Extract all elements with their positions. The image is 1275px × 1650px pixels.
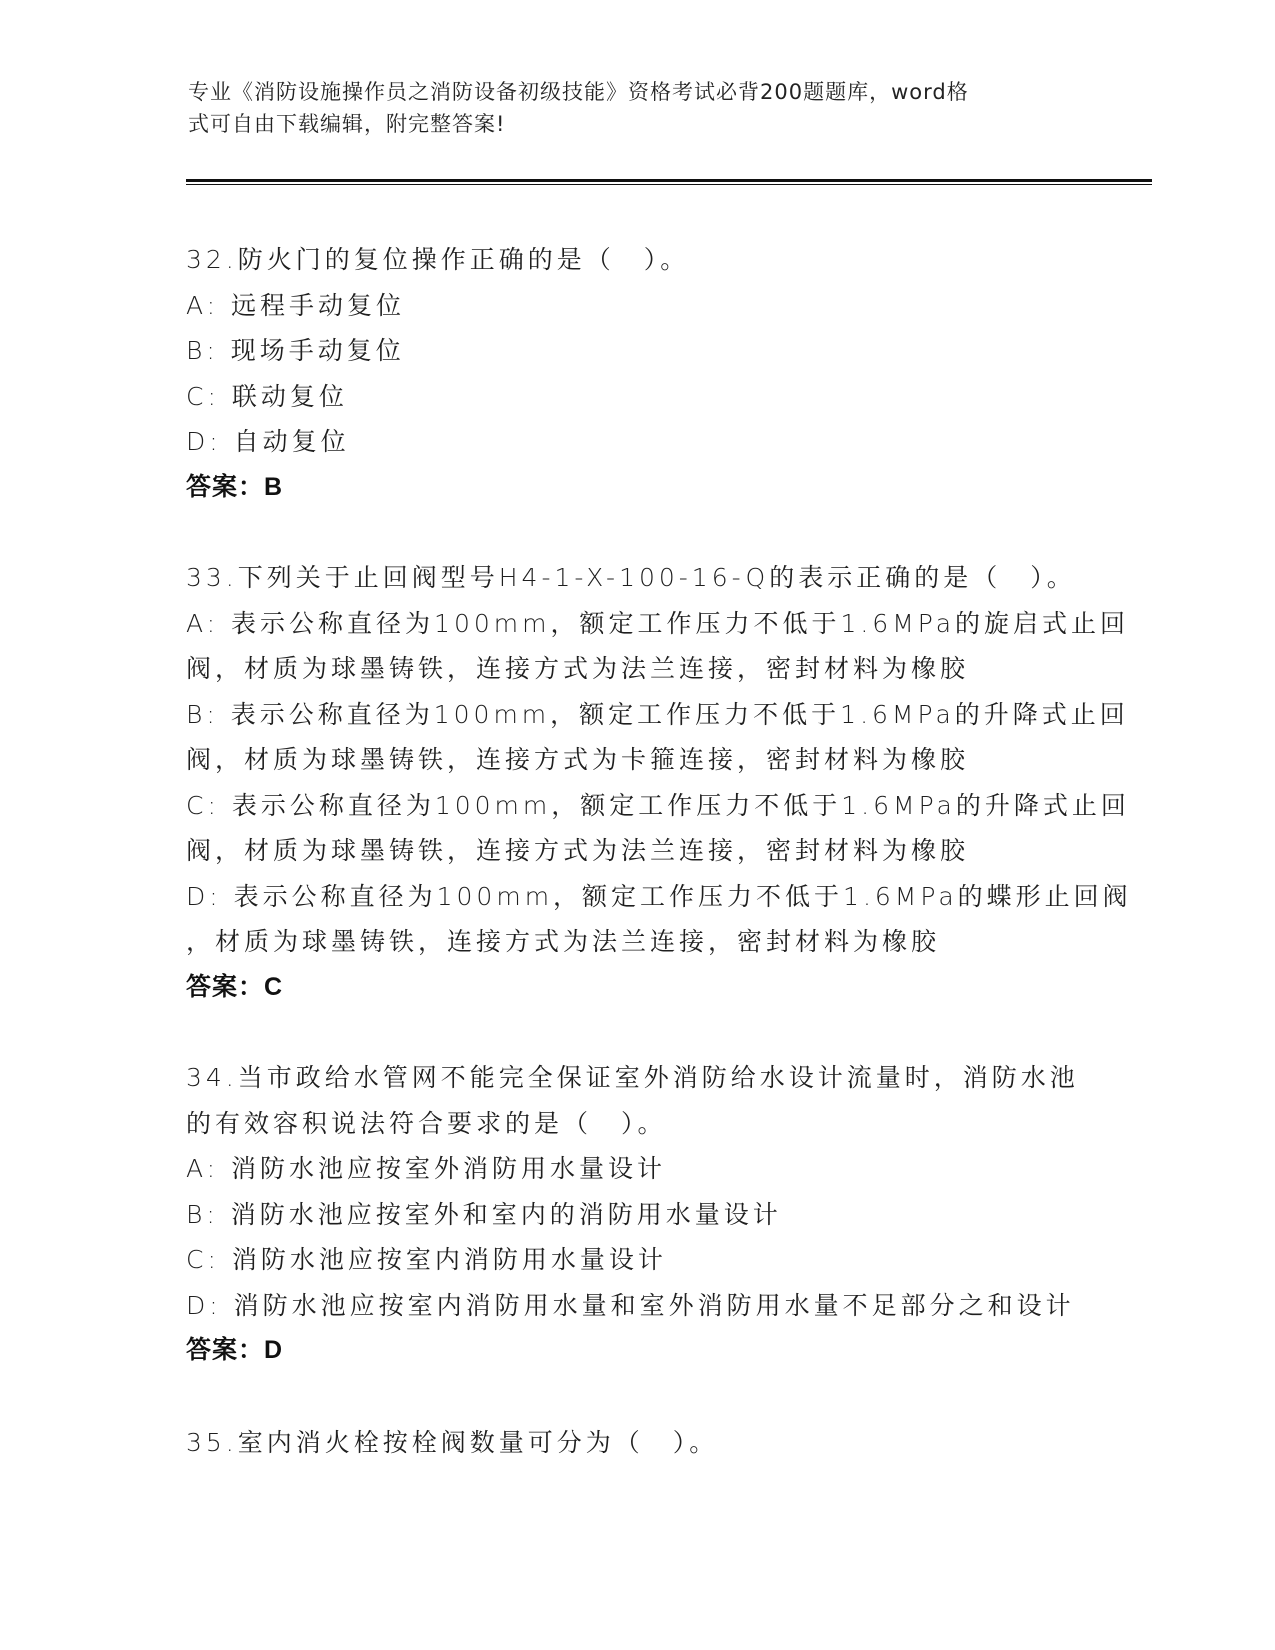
option-c: C: 消防水池应按室内消防用水量设计 [186, 1245, 667, 1274]
option-c: C: 联动复位 [186, 381, 348, 411]
option-a-line-2: 阀，材质为球墨铸铁，连接方式为法兰连接，密封材料为橡胶 [186, 654, 970, 683]
question-34 [186, 1055, 1086, 1374]
header-line-2: 式可自由下载编辑，附完整答案! [188, 112, 506, 136]
answer: 答案：C [186, 972, 284, 1001]
question-stem-line-2: 的有效容积说法符合要求的是（ ）。 [186, 1108, 667, 1138]
option-b-line-2: 阀，材质为球墨铸铁，连接方式为卡箍连接，密封材料为橡胶 [186, 745, 970, 774]
question-stem: 35.室内消火栓按栓阀数量可分为（ ）。 [186, 1428, 719, 1457]
question-stem: 33.下列关于止回阀型号H4-1-X-100-16-Q的表示正确的是（ ）。 [186, 563, 1076, 592]
option-d: D: 消防水池应按室内消防用水量和室外消防用水量不足部分之和设计 [186, 1290, 1075, 1320]
option-d: D: 自动复位 [186, 427, 350, 456]
header-line-1: 专业《消防设施操作员之消防设备初级技能》资格考试必背200题题库，word格 [188, 80, 969, 104]
option-c-line-2: 阀，材质为球墨铸铁，连接方式为法兰连接，密封材料为橡胶 [186, 836, 970, 865]
question-stem-line-1: 34.当市政给水管网不能完全保证室外消防给水设计流量时，消防水池 [186, 1063, 1079, 1092]
document-header [188, 76, 1068, 140]
option-b-line-1: B: 表示公称直径为100mm，额定工作压力不低于1.6MPa的升降式止回 [186, 699, 1129, 729]
option-a: A: 消防水池应按室外消防用水量设计 [186, 1154, 667, 1183]
question-33 [186, 555, 1132, 1010]
option-b: B: 消防水池应按室外和室内的消防用水量设计 [186, 1199, 782, 1229]
option-d-line-1: D: 表示公称直径为100mm，额定工作压力不低于1.6MPa的蝶形止回阀 [186, 881, 1132, 911]
question-35 [186, 1420, 1086, 1466]
option-d-line-2: ，材质为球墨铸铁，连接方式为法兰连接，密封材料为橡胶 [186, 927, 941, 956]
option-a: A: 远程手动复位 [186, 290, 406, 320]
answer: 答案：B [186, 472, 284, 501]
option-b: B: 现场手动复位 [186, 336, 405, 365]
question-32 [186, 237, 1086, 510]
option-a-line-1: A: 表示公称直径为100mm，额定工作压力不低于1.6MPa的旋启式止回 [186, 608, 1130, 638]
option-c-line-1: C: 表示公称直径为100mm，额定工作压力不低于1.6MPa的升降式止回 [186, 790, 1130, 820]
header-rule-thin [186, 184, 1152, 185]
question-stem: 32.防火门的复位操作正确的是（ ）。 [186, 245, 690, 274]
answer: 答案：D [186, 1336, 284, 1364]
header-rule-thick [186, 179, 1152, 182]
